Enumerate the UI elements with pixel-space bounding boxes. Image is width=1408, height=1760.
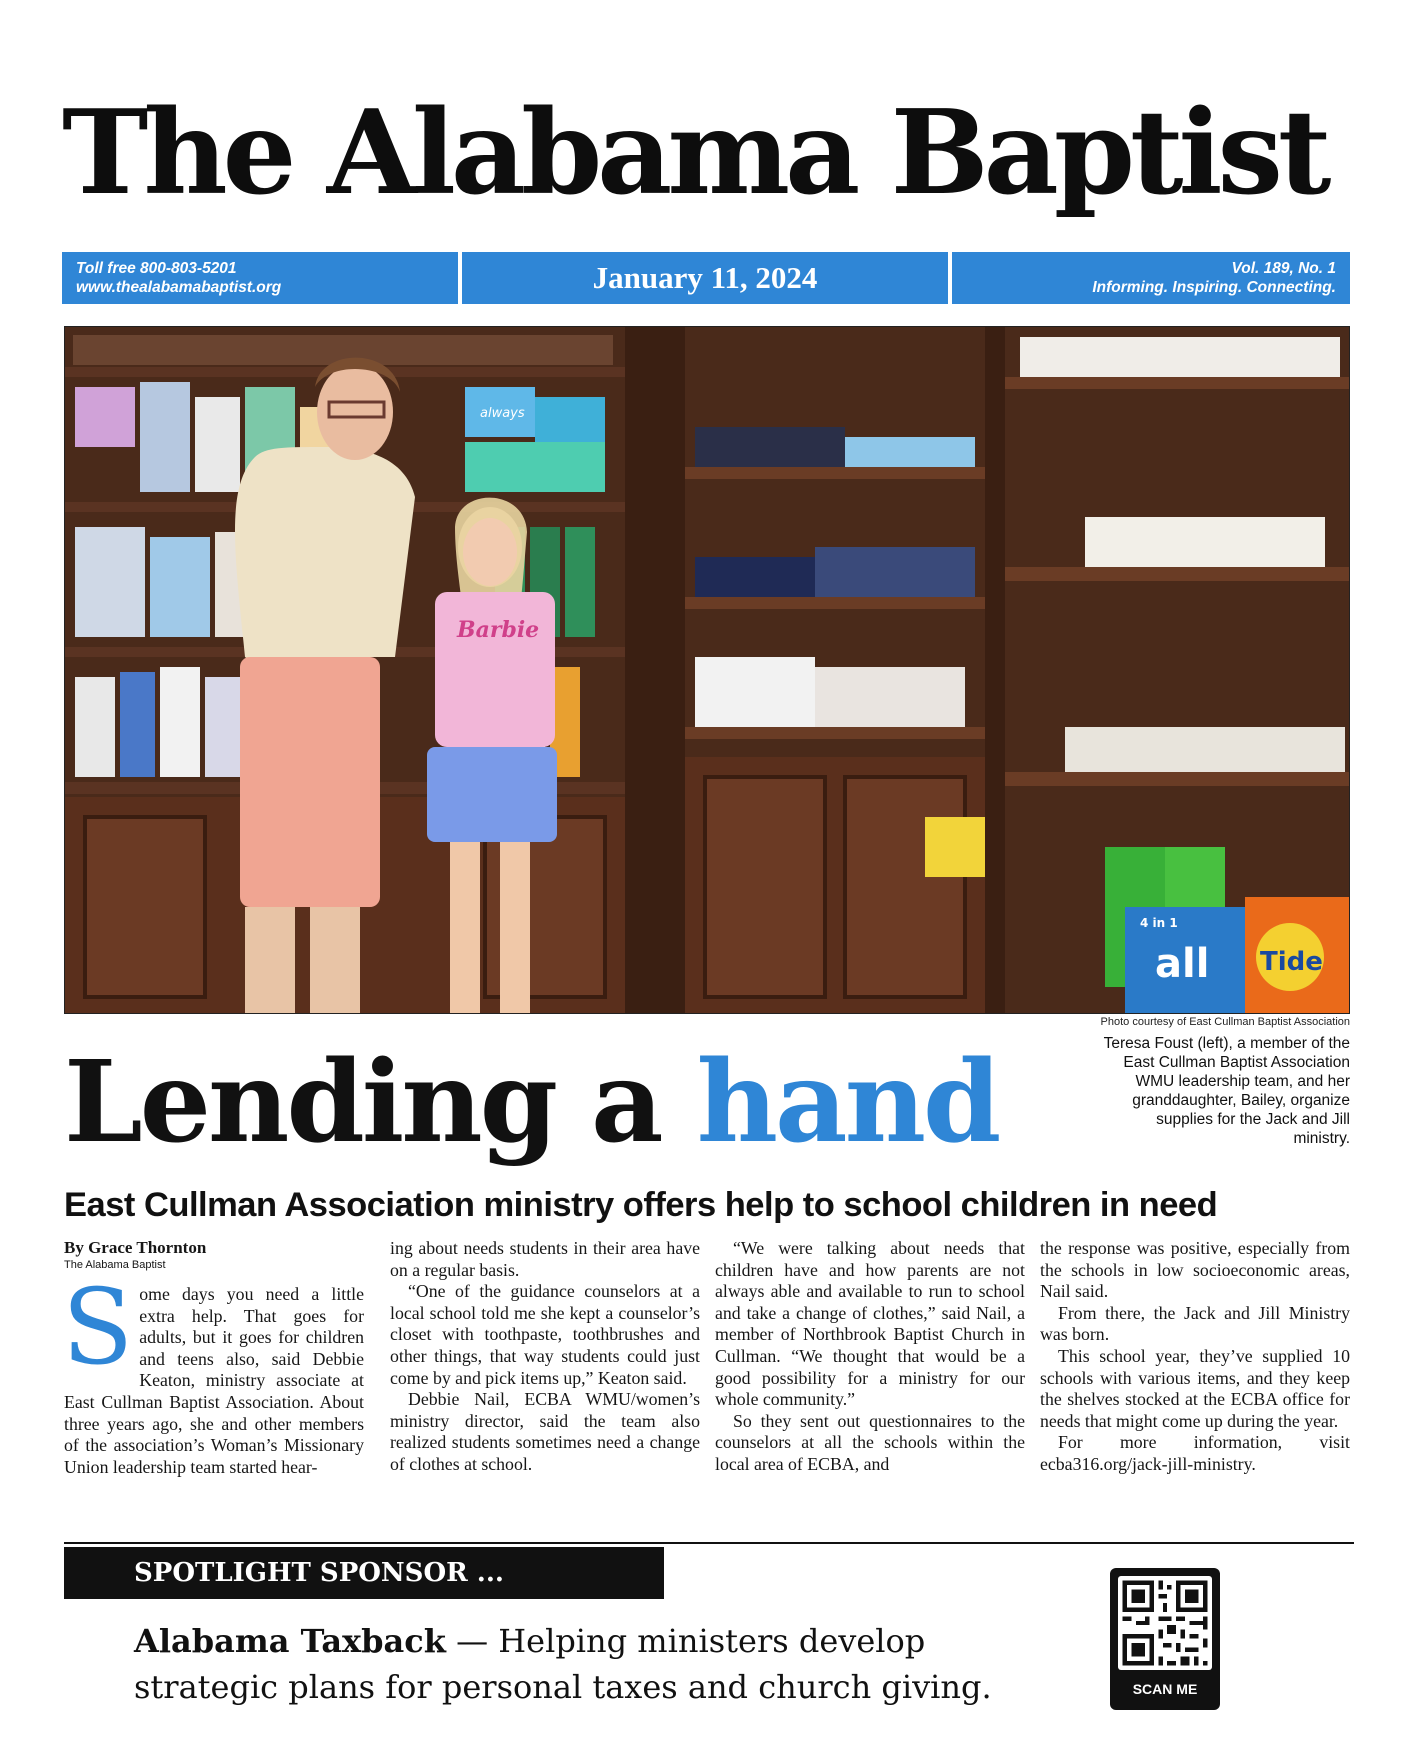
article-paragraph: “We were talking about needs that children have and how parents are not always able and available to run to school and take a change of clothes,” said Nail, a member of Northbrook Baptist Church in Cullman. “We thought that would be a good possibility for a ministry for our whole community.” [715,1238,1025,1410]
byline: By Grace Thornton [64,1238,207,1257]
photo-label-always: always [480,406,525,421]
volume-number: Vol. 189, No. 1 [1231,260,1336,277]
article-paragraph: the response was positive, especially from the schools in low socioeconomic areas, Nail said. [1040,1238,1350,1302]
qr-scan-label: SCAN ME [1132,1681,1198,1697]
photo-credit: Photo courtesy of East Cullman Baptist Association [1100,1016,1350,1028]
qr-code[interactable] [1110,1568,1220,1710]
photo-label-4in1: 4 in 1 [1140,916,1178,930]
photo-caption: Teresa Foust (left), a member of the East Cullman Baptist Association WMU leadership team, and her granddaughter, Bailey, organize supplies for the Jack and Jill ministry. [1103,1035,1350,1147]
tagline: Informing. Inspiring. Connecting. [1092,279,1336,296]
subheadline: East Cullman Association ministry offers help to school children in need [64,1186,1218,1224]
article-column-4 [1040,1238,1350,1476]
byline-org: The Alabama Baptist [64,1259,166,1271]
headline [64,1028,998,1178]
article-paragraph: Debbie Nail, ECBA WMU/women’s ministry director, said the team also realized students sometimes need a change of clothes at school. [390,1389,700,1474]
photo-shirt-text: Barbie [457,617,540,643]
info-bar-contact [62,252,458,304]
article-text: ome days you need a little extra help. That goes for adults, but it goes for children and teens also, said Debbie Keaton, ministry associate at East Cullman Baptist Association. About three years ago, she and other members of the association’s Woman’s Missionary Union leadership team started hear- [64,1284,364,1477]
phone-number: Toll free 800-803-5201 [76,260,237,277]
sponsor-description: — Helping ministers develop strategic plans for personal taxes and church giving. [134,1622,992,1706]
qr-code-icon [1118,1576,1212,1670]
article-paragraph: For more information, visit ecba316.org/jack-jill-ministry. [1040,1432,1350,1474]
issue-date: January 11, 2024 [592,260,818,295]
sponsor-name: Alabama Taxback [134,1622,446,1660]
info-bar-date [462,252,948,304]
article-paragraph: “One of the guidance counselors at a local school told me she kept a counselor’s closet with toothpaste, toothbrushes and other things, that way students could just come by and pick items up,” Keaton said. [390,1281,700,1388]
headline-part-2: hand [696,1037,999,1168]
article-paragraph: This school year, they’ve supplied 10 schools with various items, and they keep the shelves stocked at the ECBA office for needs that might come up during the year. [1040,1345,1350,1431]
article-paragraph: So they sent out questionnaires to the counselors at all the schools within the local area of ECBA, and [715,1410,1025,1474]
article-paragraph: ing about needs students in their area have on a regular basis. [390,1238,700,1280]
article-column-3 [715,1238,1025,1476]
sponsor-text [134,1618,1064,1710]
article-column-1 [64,1238,364,1478]
masthead-title: The Alabama Baptist [62,85,1327,221]
article-paragraph: From there, the Jack and Jill Ministry was born. [1040,1302,1350,1345]
spotlight-banner: SPOTLIGHT SPONSOR ... [64,1547,664,1599]
article-paragraph [62,1266,364,1478]
info-bar-volume [952,252,1350,304]
article-column-2 [390,1238,700,1476]
photo-label-all: all [1155,941,1210,987]
section-divider [64,1542,1354,1544]
headline-part-1: Lending a [64,1037,697,1168]
photo-label-tide: Tide [1260,947,1323,977]
drop-cap: S [62,1266,134,1388]
website-link[interactable]: www.thealabamabaptist.org [76,279,282,296]
cover-photo [64,326,1350,1014]
